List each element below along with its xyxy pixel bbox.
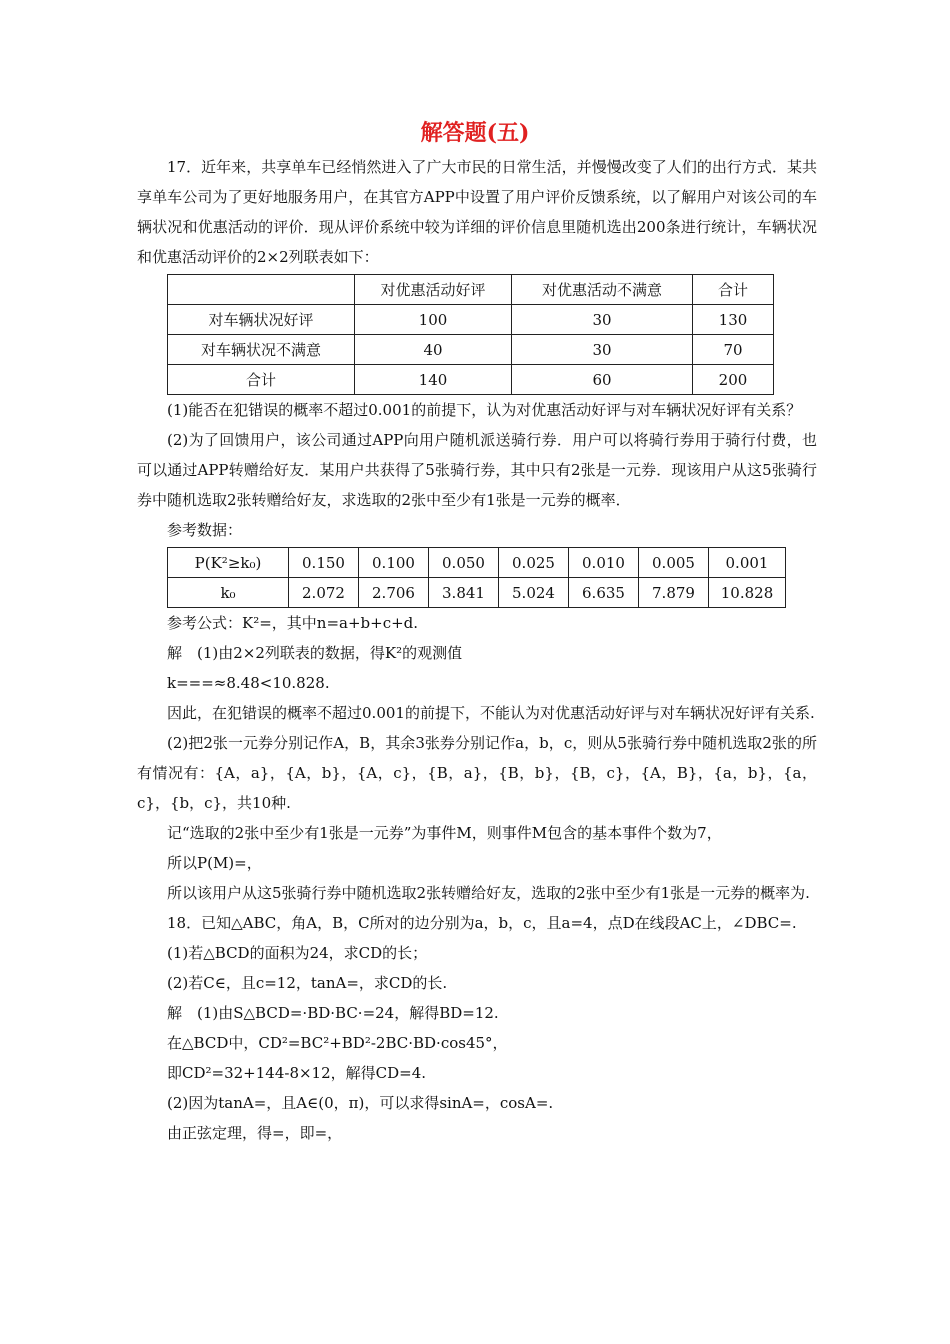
table-cell: 0.001: [709, 548, 786, 578]
table-cell: 0.010: [569, 548, 639, 578]
table-cell: P(K²≥k₀): [168, 548, 289, 578]
table-cell: 对车辆状况好评: [168, 305, 355, 335]
table-row: [168, 548, 786, 578]
table-row: [168, 275, 774, 305]
critical-value-table: [167, 547, 786, 608]
q18-solution-line: (2)因为tanA=，且A∈(0，π)，可以求得sinA=，cosA=.: [167, 1094, 554, 1112]
table-cell: 对车辆状况不满意: [168, 335, 355, 365]
table-cell: 0.050: [429, 548, 499, 578]
q18-solution-line: 在△BCD中，CD²=BC²+BD²-2BC·BD·cos45°，: [167, 1034, 508, 1052]
table-cell: 0.150: [289, 548, 359, 578]
table-cell: 100: [355, 305, 512, 335]
table-row: [168, 305, 774, 335]
q18-solution-line: 由正弦定理，得=，即=，: [167, 1124, 343, 1142]
table-cell: 0.025: [499, 548, 569, 578]
q17-part2: (2)为了回馈用户，该公司通过APP向用户随机派送骑行券．用户可以将骑行券用于骑行付费，也可以通过APP转赠给好友．某用户共获得了5张骑行券，其中只有2张是一元券．现该用户从这5张骑行券中随机选取2张转赠给好友，求选取的2张中至少有1张是一元券的概率．: [137, 431, 817, 509]
table-cell: 2.072: [289, 578, 359, 608]
table-cell: 对优惠活动不满意: [512, 275, 693, 305]
table-cell: 140: [355, 365, 512, 395]
table-cell: 40: [355, 335, 512, 365]
table-cell: 30: [512, 335, 693, 365]
table-cell: 200: [693, 365, 774, 395]
table-cell: 130: [693, 305, 774, 335]
q17-part1: (1)能否在犯错误的概率不超过0.001的前提下，认为对优惠活动好评与对车辆状况好评有关系？: [167, 401, 802, 419]
document-body: [137, 152, 817, 1148]
q17-solution-line: 因此，在犯错误的概率不超过0.001的前提下，不能认为对优惠活动好评与对车辆状况好评有关系.: [167, 704, 815, 722]
q18-part: (1)若△BCD的面积为24，求CD的长；: [167, 944, 428, 962]
contingency-table: [167, 274, 774, 395]
table-cell: 0.005: [639, 548, 709, 578]
table-cell: 60: [512, 365, 693, 395]
table-cell: 合计: [168, 365, 355, 395]
table-cell: 2.706: [359, 578, 429, 608]
q18-part: (2)若C∈，且c=12，tanA=，求CD的长.: [167, 974, 448, 992]
table-row: [168, 578, 786, 608]
table-cell: 对优惠活动好评: [355, 275, 512, 305]
table-cell: 70: [693, 335, 774, 365]
table-cell: k₀: [168, 578, 289, 608]
table-cell: 合计: [693, 275, 774, 305]
page-title: 解答题(五): [420, 120, 530, 146]
table-cell: 7.879: [639, 578, 709, 608]
table-cell: 10.828: [709, 578, 786, 608]
table-cell: 30: [512, 305, 693, 335]
table-cell: 5.024: [499, 578, 569, 608]
q17-solution-line: 记“选取的2张中至少有1张是一元券”为事件M，则事件M包含的基本事件个数为7，: [167, 824, 722, 842]
table-cell: 0.100: [359, 548, 429, 578]
q17-solution-line: (2)把2张一元券分别记作A，B，其余3张券分别记作a，b，c，则从5张骑行券中随机选取2张的所有情况有：{A，a}，{A，b}，{A，c}，{B，a}，{B，b}，{B，c}，{A，B}，{a，b}，{a，c}，{b，c}，共10种.: [137, 734, 817, 812]
reference-data-label: 参考数据：: [167, 521, 243, 539]
q18-solution-line: 解 (1)由S△BCD=·BD·BC·=24，解得BD=12.: [167, 1004, 499, 1022]
table-cell: [168, 275, 355, 305]
q17-solution-line: k===≈8.48<10.828.: [167, 674, 330, 692]
table-cell: 3.841: [429, 578, 499, 608]
q17-solution-line: 所以P(M)=，: [167, 854, 262, 872]
table-row: [168, 365, 774, 395]
reference-formula: 参考公式：K²=，其中n=a+b+c+d.: [167, 614, 419, 632]
q17-intro: 17．近年来，共享单车已经悄然进入了广大市民的日常生活，并慢慢改变了人们的出行方式．某共享单车公司为了更好地服务用户，在其官方APP中设置了用户评价反馈系统，以了解用户对该公司的车辆状况和优惠活动的评价．现从评价系统中较为详细的评价信息里随机选出200条进行统计，车辆状况和优惠活动评价的2×2列联表如下：: [137, 158, 817, 266]
table-row: [168, 335, 774, 365]
table-cell: 6.635: [569, 578, 639, 608]
q17-solution-line: 解 (1)由2×2列联表的数据，得K²的观测值: [167, 644, 463, 662]
q18-solution-line: 即CD²=32+144-8×12，解得CD=4.: [167, 1064, 427, 1082]
q18-intro: 18．已知△ABC，角A，B，C所对的边分别为a，b，c，且a=4，点D在线段AC上，∠DBC=.: [167, 914, 797, 932]
q17-solution-line: 所以该用户从这5张骑行券中随机选取2张转赠给好友，选取的2张中至少有1张是一元券的概率为.: [167, 884, 810, 902]
